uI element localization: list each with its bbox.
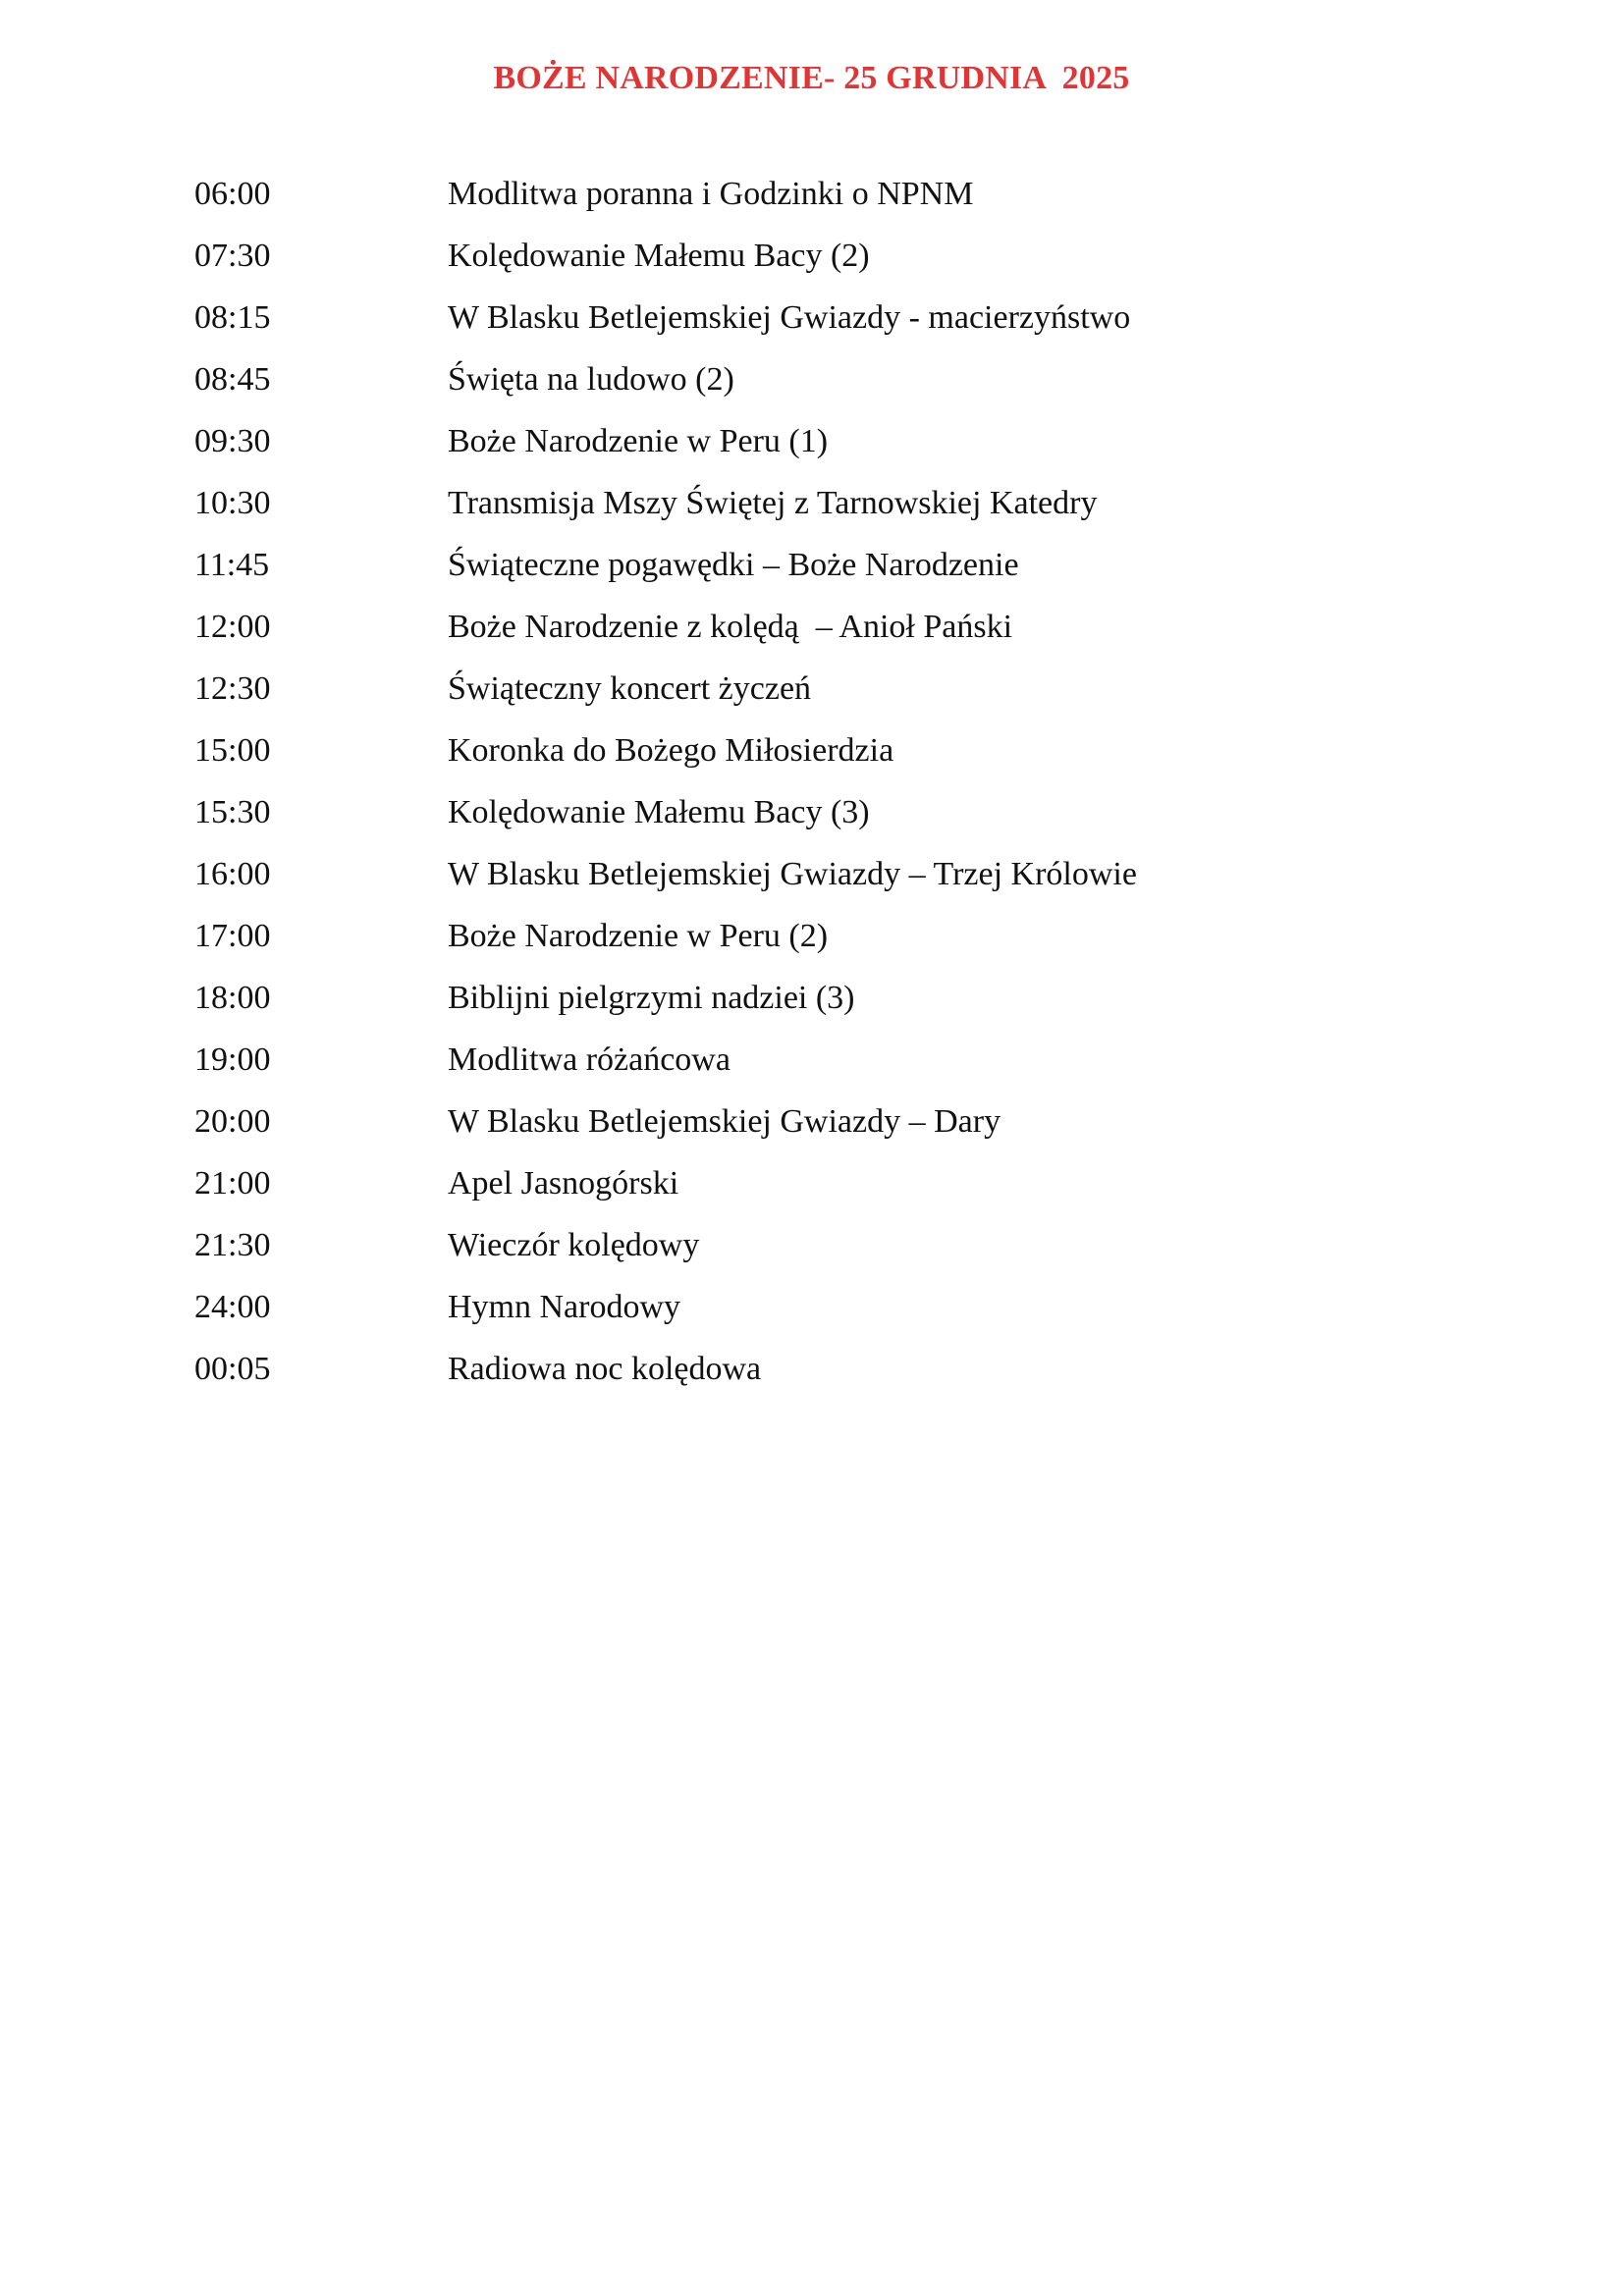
schedule-row: [194, 1029, 1471, 1091]
schedule-program: Modlitwa różańcowa: [448, 1041, 730, 1078]
schedule-row: [194, 163, 1471, 225]
schedule-program: Kolędowanie Małemu Bacy (3): [448, 793, 870, 830]
schedule-program: W Blasku Betlejemskiej Gwiazdy - macierzyństwo: [448, 298, 1131, 336]
schedule-time: 20:00: [194, 1102, 271, 1140]
schedule-program: Modlitwa poranna i Godzinki o NPNM: [448, 175, 974, 212]
schedule-row: [194, 658, 1471, 720]
schedule-time: 21:00: [194, 1164, 271, 1201]
schedule-program: Apel Jasnogórski: [448, 1164, 679, 1201]
schedule-program: Świąteczne pogawędki – Boże Narodzenie: [448, 546, 1019, 583]
schedule-row: [194, 905, 1471, 967]
schedule-time: 15:00: [194, 731, 271, 769]
schedule-time: 16:00: [194, 855, 271, 892]
schedule-time: 11:45: [194, 546, 270, 583]
schedule-time: 18:00: [194, 979, 271, 1016]
schedule-time: 17:00: [194, 917, 271, 954]
schedule-row: [194, 720, 1471, 781]
schedule-program: Radiowa noc kolędowa: [448, 1350, 762, 1387]
schedule-time: 07:30: [194, 237, 271, 274]
schedule-row: [194, 410, 1471, 472]
schedule-row: [194, 1214, 1471, 1276]
schedule-program: Boże Narodzenie w Peru (1): [448, 422, 829, 459]
schedule-program: W Blasku Betlejemskiej Gwiazdy – Trzej Królowie: [448, 855, 1137, 892]
schedule-program: Hymn Narodowy: [448, 1288, 681, 1325]
schedule-program: W Blasku Betlejemskiej Gwiazdy – Dary: [448, 1102, 1001, 1140]
page-title: BOŻE NARODZENIE- 25 GRUDNIA 2025: [493, 60, 1130, 96]
schedule-time: 00:05: [194, 1350, 271, 1387]
schedule-program: Transmisja Mszy Świętej z Tarnowskiej Katedry: [448, 484, 1098, 521]
schedule-row: [194, 1152, 1471, 1214]
schedule-row: [194, 225, 1471, 287]
schedule-program: Koronka do Bożego Miłosierdzia: [448, 731, 894, 769]
schedule-program: Świąteczny koncert życzeń: [448, 669, 812, 707]
schedule-row: [194, 1338, 1471, 1400]
schedule-time: 24:00: [194, 1288, 271, 1325]
schedule-program: Biblijni pielgrzymi nadziei (3): [448, 979, 855, 1016]
schedule-time: 21:30: [194, 1226, 271, 1263]
schedule-row: [194, 843, 1471, 905]
schedule-row: [194, 1091, 1471, 1152]
schedule-time: 08:15: [194, 298, 271, 336]
schedule-row: [194, 781, 1471, 843]
schedule-row: [194, 1276, 1471, 1338]
schedule-program: Kolędowanie Małemu Bacy (2): [448, 237, 870, 274]
schedule-time: 10:30: [194, 484, 271, 521]
schedule-time: 12:00: [194, 608, 271, 645]
schedule-row: [194, 348, 1471, 410]
schedule-program: Święta na ludowo (2): [448, 360, 734, 398]
schedule-row: [194, 472, 1471, 534]
schedule-time: 06:00: [194, 175, 271, 212]
schedule-program: Boże Narodzenie w Peru (2): [448, 917, 829, 954]
schedule-time: 09:30: [194, 422, 271, 459]
schedule-time: 15:30: [194, 793, 271, 830]
schedule-program: Boże Narodzenie z kolędą – Anioł Pański: [448, 608, 1013, 645]
schedule-program: Wieczór kolędowy: [448, 1226, 700, 1263]
schedule-row: [194, 967, 1471, 1029]
schedule-row: [194, 287, 1471, 348]
schedule-row: [194, 596, 1471, 658]
schedule-list: [194, 163, 1471, 1400]
schedule-time: 19:00: [194, 1041, 271, 1078]
schedule-time: 12:30: [194, 669, 271, 707]
schedule-row: [194, 534, 1471, 596]
schedule-time: 08:45: [194, 360, 271, 398]
